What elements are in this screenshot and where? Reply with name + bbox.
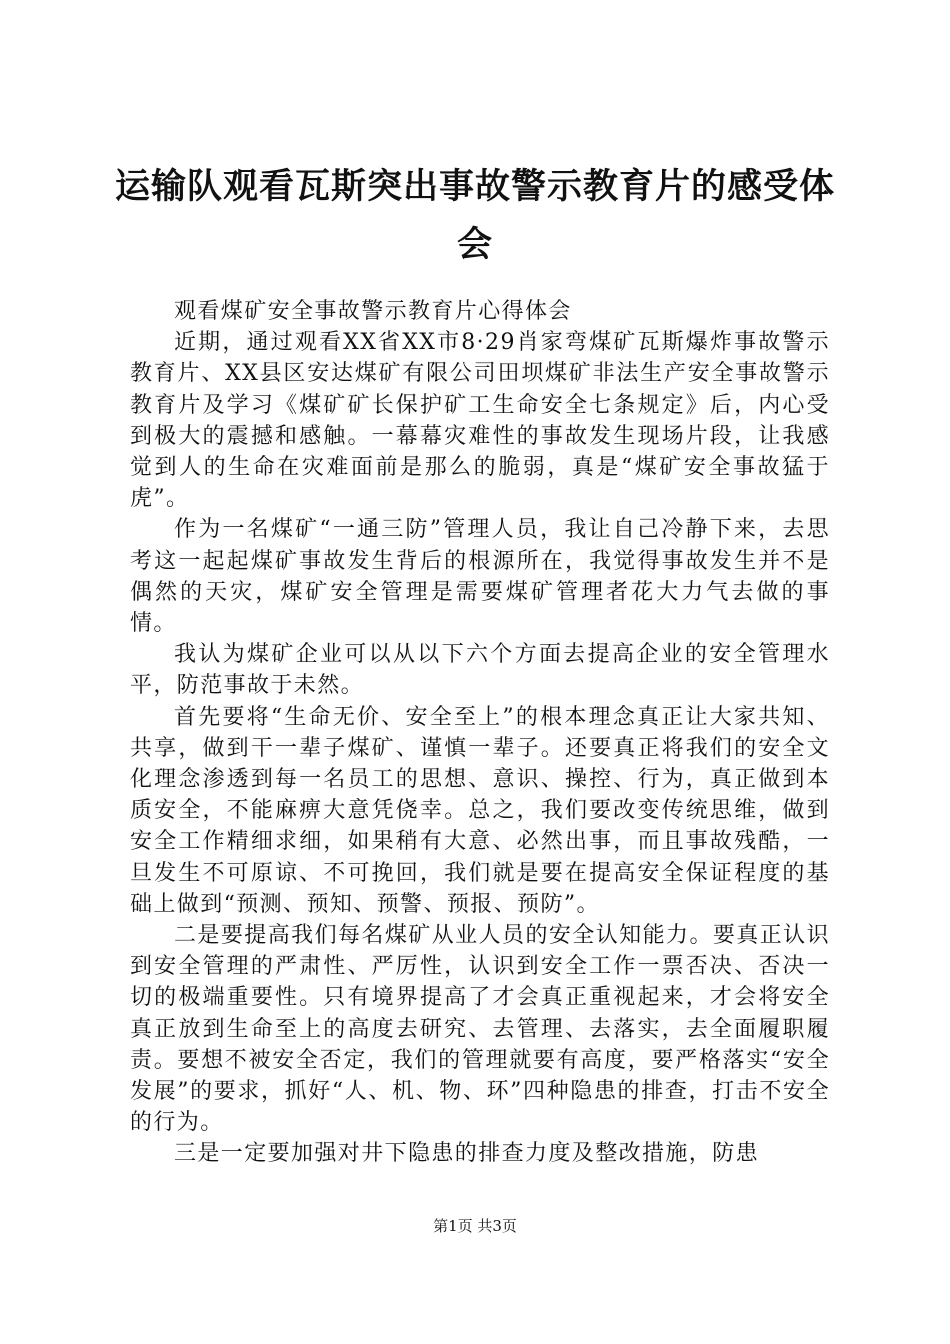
document-body: [130, 296, 830, 1170]
paragraph: 我认为煤矿企业可以从以下六个方面去提高企业的安全管理水平，防范事故于未然。: [130, 642, 830, 699]
paragraph: 三是一定要加强对井下隐患的排查力度及整改措施，防患: [174, 1141, 760, 1167]
paragraph-subtitle: 观看煤矿安全事故警示教育片心得体会: [174, 299, 572, 324]
page-footer: 第1页 共3页: [433, 1217, 517, 1235]
paragraph: 首先要将“生命无价、安全至上”的根本理念真正让大家共知、共享，做到干一辈子煤矿、谨慎一辈子。还要真正将我们的安全文化理念渗透到每一名员工的思想、意识、操控、行为，真正做到本质安全，不能麻痹大意凭侥幸。总之，我们要改变传统思维，做到安全工作精细求细，如果稍有大意、必然出事，而且事故残酷，一旦发生不可原谅、不可挽回，我们就是要在提高安全保证程度的基础上做到“预测、预知、预警、预报、预防”。: [130, 704, 830, 917]
document-title: 运输队观看瓦斯突出事故警示教育片的感受体会: [114, 166, 835, 265]
paragraph: 二是要提高我们每名煤矿从业人员的安全认知能力。要真正认识到安全管理的严肃性、严厉性，认识到安全工作一票否决、否决一切的极端重要性。只有境界提高了才会真正重视起来，才会将安全真正放到生命至上的高度去研究、去管理、去落实，去全面履职履责。要想不被安全否定，我们的管理就要有高度，要严格落实“安全发展”的要求，抓好“人、机、物、环”四种隐患的排查，打击不安全的行为。: [130, 923, 830, 1136]
paragraph: 作为一名煤矿“一通三防”管理人员，我让自己冷静下来，去思考这一起起煤矿事故发生背后的根源所在，我觉得事故发生并不是偶然的天灾，煤矿安全管理是需要煤矿管理者花大力气去做的事情。: [130, 517, 830, 637]
paragraph: 近期，通过观看XX省XX市8·29肖家弯煤矿瓦斯爆炸事故警示教育片、XX县区安达煤矿有限公司田坝煤矿非法生产安全事故警示教育片及学习《煤矿矿长保护矿工生命安全七条规定》后，内心受到极大的震撼和感触。一幕幕灾难性的事故发生现场片段，让我感觉到人的生命在灾难面前是那么的脆弱，真是“煤矿安全事故猛于虎”。: [130, 330, 830, 512]
